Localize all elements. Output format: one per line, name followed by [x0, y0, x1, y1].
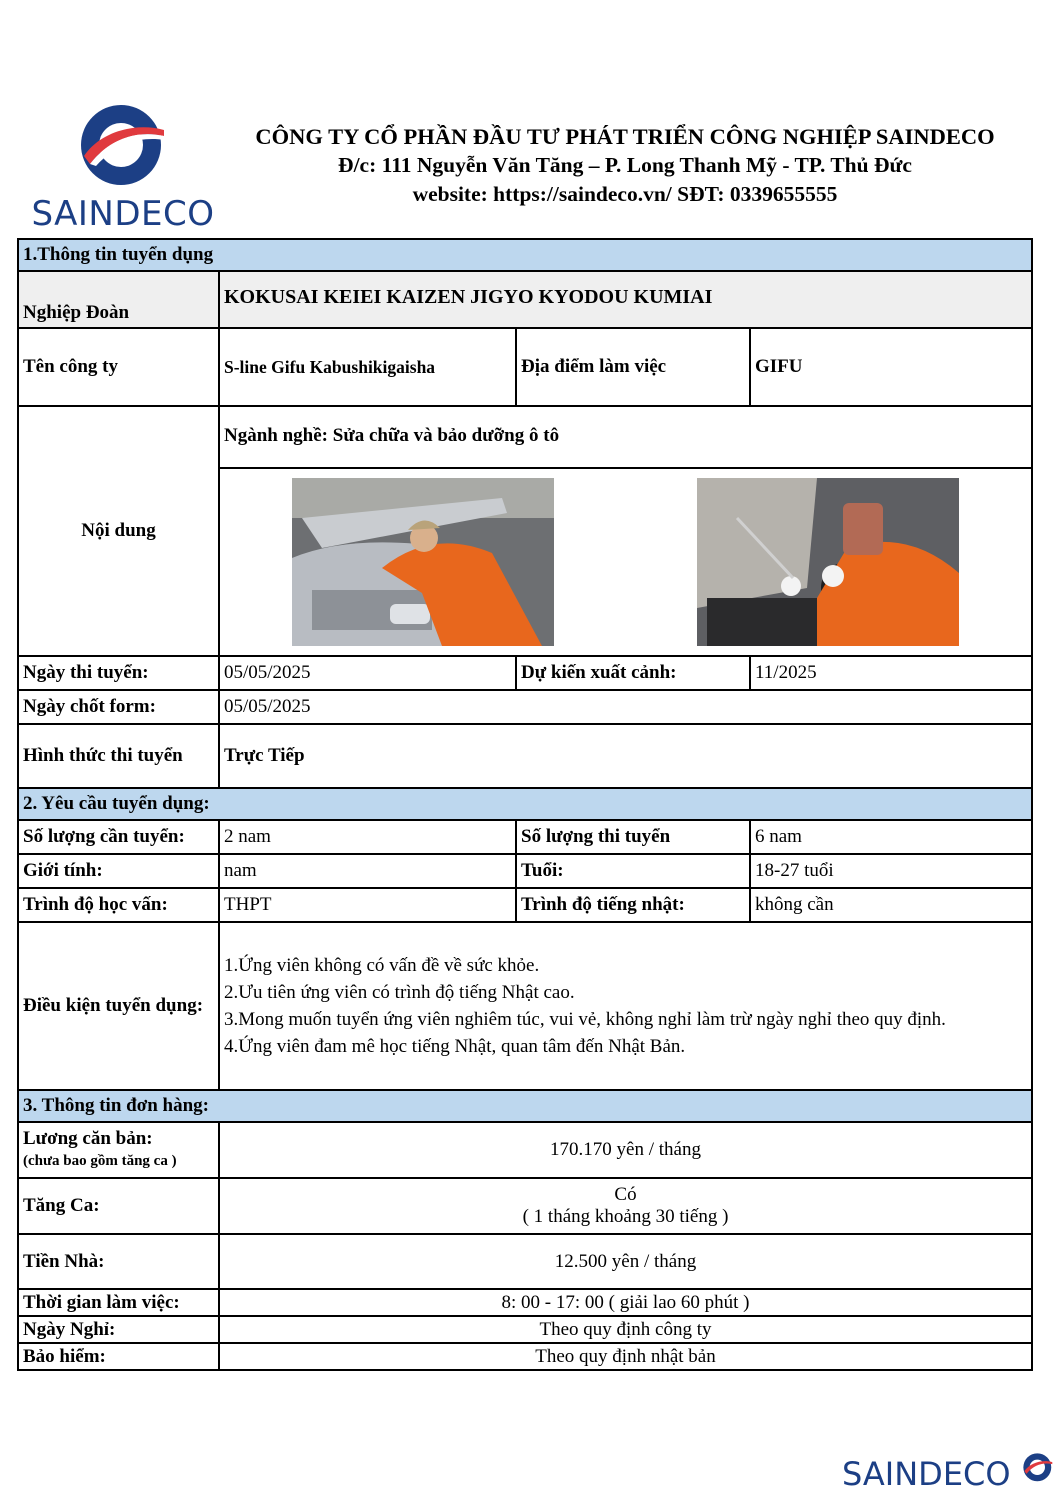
overtime-row [18, 1178, 1032, 1234]
age-value: 18-27 tuổi [750, 854, 1032, 888]
exam-count-value: 6 nam [750, 820, 1032, 854]
needed-value: 2 nam [219, 820, 516, 854]
gender-label: Giới tính: [18, 854, 219, 888]
section-title: 1.Thông tin tuyển dụng [18, 239, 1032, 271]
condition-item: 1.Ứng viên không có vấn đề về sức khỏe. [224, 955, 540, 976]
conditions-label: Điều kiện tuyển dụng: [18, 922, 219, 1090]
insurance-row [18, 1343, 1032, 1370]
overtime-cell [219, 1178, 1032, 1234]
exam-date-label: Ngày thi tuyển: [18, 656, 219, 690]
insurance-value: Theo quy định nhật bản [219, 1343, 1032, 1370]
hours-row [18, 1289, 1032, 1316]
section-title: 3. Thông tin đơn hàng: [18, 1090, 1032, 1122]
housing-label: Tiền Nhà: [18, 1234, 219, 1289]
deadline-label: Ngày chốt form: [18, 690, 219, 724]
footer-wordmark: SAINDECO [842, 1455, 1011, 1493]
housing-value: 12.500 yên / tháng [219, 1234, 1032, 1289]
saindeco-emblem-icon [1023, 1453, 1053, 1483]
exam-date-row [18, 656, 1032, 690]
age-label: Tuổi: [516, 854, 750, 888]
company-row [18, 328, 1032, 406]
education-label: Trình độ học vấn: [18, 888, 219, 922]
union-row [18, 271, 1032, 328]
location-value: GIFU [750, 328, 1032, 406]
footer-logo [842, 1451, 1057, 1497]
insurance-label: Bảo hiểm: [18, 1343, 219, 1370]
exam-form-value: Trực Tiếp [219, 724, 1032, 788]
hours-label: Thời gian làm việc: [18, 1289, 219, 1316]
company-label: Tên công ty [18, 328, 219, 406]
section-1-header [18, 239, 1032, 271]
union-value: KOKUSAI KEIEI KAIZEN JIGYO KYODOU KUMIAI [219, 271, 1032, 328]
deadline-value: 05/05/2025 [219, 690, 1032, 724]
condition-item: 2.Ưu tiên ứng viên có trình độ tiếng Nhật cao. [224, 982, 575, 1003]
company-name: CÔNG TY CỔ PHẦN ĐẦU TƯ PHÁT TRIỂN CÔNG NGHIỆP SAINDECO [255, 124, 995, 149]
company-address: Đ/c: 111 Nguyễn Văn Tăng – P. Long Thanh Mỹ - TP. Thủ Đức [338, 153, 912, 177]
section-3-header [18, 1090, 1032, 1122]
mechanic-under-hood-photo [292, 478, 554, 646]
education-row [18, 888, 1032, 922]
departure-value: 11/2025 [750, 656, 1032, 690]
overtime-label: Tăng Ca: [18, 1178, 219, 1234]
salary-label: Lương căn bản: [23, 1128, 153, 1149]
conditions-list [219, 922, 1032, 1090]
content-label: Nội dung [18, 406, 219, 656]
japanese-value: không cần [750, 888, 1032, 922]
exam-form-row [18, 724, 1032, 788]
location-label: Địa điểm làm việc [516, 328, 750, 406]
logo-wordmark: SAINDECO [31, 194, 215, 234]
salary-note: (chưa bao gồm tăng ca ) [23, 1153, 177, 1169]
needed-row [18, 820, 1032, 854]
company-header [230, 122, 1020, 209]
exam-count-label: Số lượng thi tuyển [516, 820, 750, 854]
mechanic-welding-truck-photo [697, 478, 959, 646]
salary-label-cell [18, 1122, 219, 1178]
japanese-label: Trình độ tiếng nhật: [516, 888, 750, 922]
needed-label: Số lượng cần tuyển: [18, 820, 219, 854]
recruitment-table [17, 238, 1033, 1371]
holiday-row [18, 1316, 1032, 1343]
photo-strip [220, 470, 1031, 654]
salary-row [18, 1122, 1032, 1178]
gender-value: nam [219, 854, 516, 888]
education-value: THPT [219, 888, 516, 922]
gender-row [18, 854, 1032, 888]
departure-label: Dự kiến xuất cảnh: [516, 656, 750, 690]
industry-row [18, 406, 1032, 468]
union-label: Nghiệp Đoàn [18, 271, 219, 328]
holiday-value: Theo quy định công ty [219, 1316, 1032, 1343]
company-contact: website: https://saindeco.vn/ SĐT: 0339655555 [412, 182, 838, 206]
condition-item: 4.Ứng viên đam mê học tiếng Nhật, quan tâm đến Nhật Bản. [224, 1036, 686, 1057]
exam-date-value: 05/05/2025 [219, 656, 516, 690]
saindeco-emblem-icon [80, 104, 166, 190]
deadline-row [18, 690, 1032, 724]
salary-value: 170.170 yên / tháng [219, 1122, 1032, 1178]
overtime-note: ( 1 tháng khoảng 30 tiếng ) [522, 1206, 729, 1227]
overtime-value: Có [614, 1184, 637, 1205]
section-title: 2. Yêu cầu tuyển dụng: [18, 788, 1032, 820]
conditions-row [18, 922, 1032, 1090]
industry-text: Ngành nghề: Sửa chữa và bảo dưỡng ô tô [219, 406, 1032, 468]
section-2-header [18, 788, 1032, 820]
company-value: S-line Gifu Kabushikigaisha [219, 328, 516, 406]
condition-item: 3.Mong muốn tuyển ứng viên nghiêm túc, vui vẻ, không nghỉ làm trừ ngày nghỉ theo quy định. [224, 1009, 946, 1030]
hours-value: 8: 00 - 17: 00 ( giải lao 60 phút ) [219, 1289, 1032, 1316]
saindeco-logo [28, 104, 218, 236]
holiday-label: Ngày Nghỉ: [18, 1316, 219, 1343]
housing-row [18, 1234, 1032, 1289]
exam-form-label: Hình thức thi tuyển [18, 724, 219, 788]
